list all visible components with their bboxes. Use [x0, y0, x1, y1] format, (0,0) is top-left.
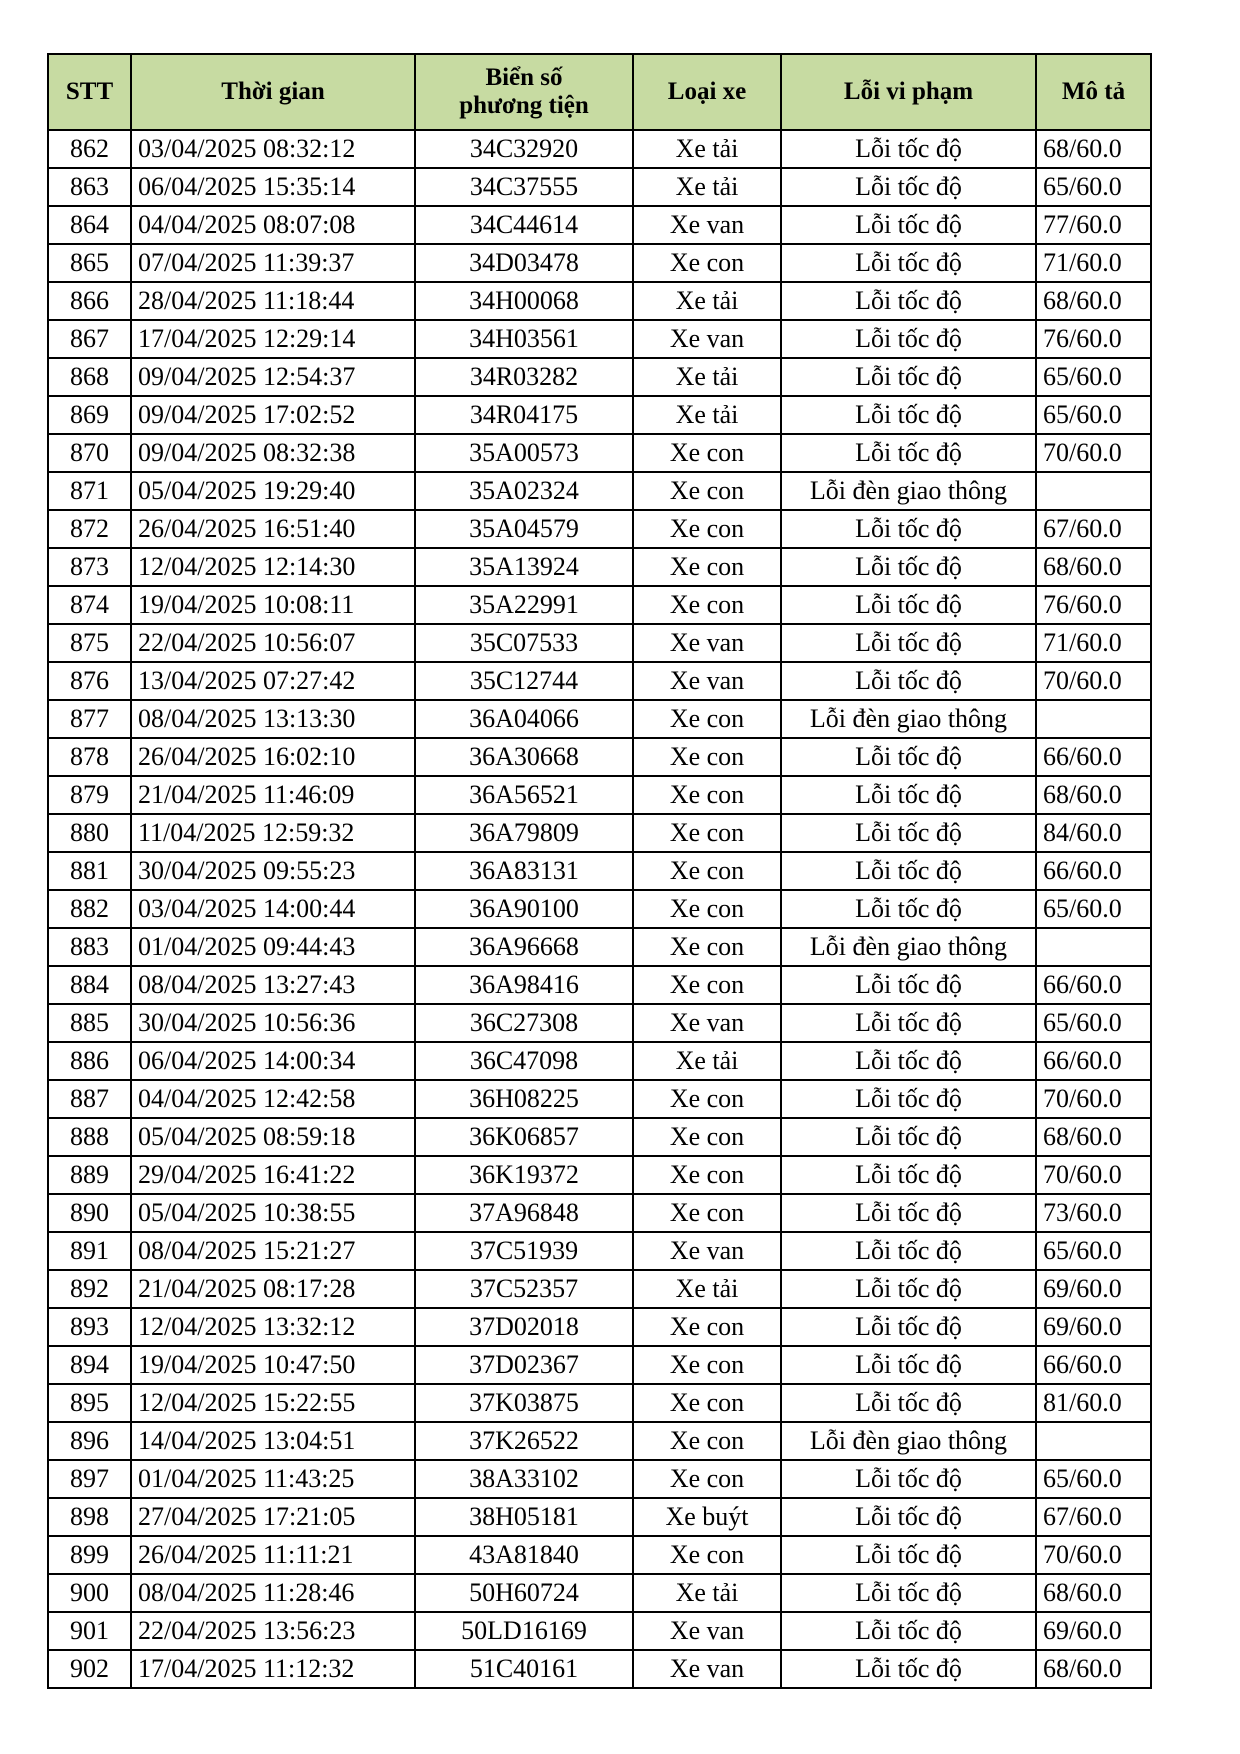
cell-stt: 867: [48, 320, 131, 358]
table-row: [48, 320, 1151, 358]
cell-stt: 874: [48, 586, 131, 624]
cell-violation: Lỗi tốc độ: [781, 1650, 1036, 1688]
table-row: [48, 1422, 1151, 1460]
cell-time: 05/04/2025 08:59:18: [131, 1118, 415, 1156]
cell-vehicle-type: Xe van: [633, 624, 781, 662]
cell-violation: Lỗi tốc độ: [781, 624, 1036, 662]
cell-stt: 870: [48, 434, 131, 472]
cell-plate: 34R04175: [415, 396, 633, 434]
table-body: [48, 130, 1151, 1688]
cell-plate: 50LD16169: [415, 1612, 633, 1650]
cell-violation: Lỗi tốc độ: [781, 320, 1036, 358]
table-row: [48, 206, 1151, 244]
table-row: [48, 130, 1151, 168]
cell-time: 19/04/2025 10:47:50: [131, 1346, 415, 1384]
cell-plate: 35C07533: [415, 624, 633, 662]
cell-plate: 37D02367: [415, 1346, 633, 1384]
cell-plate: 36C27308: [415, 1004, 633, 1042]
table-row: [48, 890, 1151, 928]
cell-stt: 881: [48, 852, 131, 890]
table-row: [48, 1004, 1151, 1042]
table-row: [48, 586, 1151, 624]
table-row: [48, 1536, 1151, 1574]
cell-description: 66/60.0: [1036, 966, 1151, 1004]
cell-description: 69/60.0: [1036, 1270, 1151, 1308]
cell-time: 03/04/2025 14:00:44: [131, 890, 415, 928]
cell-stt: 885: [48, 1004, 131, 1042]
cell-violation: Lỗi tốc độ: [781, 1308, 1036, 1346]
cell-time: 12/04/2025 13:32:12: [131, 1308, 415, 1346]
cell-stt: 882: [48, 890, 131, 928]
cell-time: 05/04/2025 19:29:40: [131, 472, 415, 510]
cell-time: 01/04/2025 11:43:25: [131, 1460, 415, 1498]
table-row: [48, 928, 1151, 966]
cell-violation: Lỗi tốc độ: [781, 510, 1036, 548]
cell-stt: 897: [48, 1460, 131, 1498]
table-row: [48, 1194, 1151, 1232]
cell-vehicle-type: Xe tải: [633, 1270, 781, 1308]
cell-vehicle-type: Xe van: [633, 1612, 781, 1650]
cell-vehicle-type: Xe con: [633, 1460, 781, 1498]
cell-stt: 880: [48, 814, 131, 852]
cell-description: 65/60.0: [1036, 1460, 1151, 1498]
cell-stt: 895: [48, 1384, 131, 1422]
cell-violation: Lỗi tốc độ: [781, 662, 1036, 700]
cell-time: 26/04/2025 16:51:40: [131, 510, 415, 548]
cell-vehicle-type: Xe con: [633, 472, 781, 510]
cell-plate: 34R03282: [415, 358, 633, 396]
cell-plate: 43A81840: [415, 1536, 633, 1574]
cell-stt: 865: [48, 244, 131, 282]
header-description: Mô tả: [1036, 54, 1151, 130]
cell-time: 08/04/2025 11:28:46: [131, 1574, 415, 1612]
cell-time: 13/04/2025 07:27:42: [131, 662, 415, 700]
header-time: Thời gian: [131, 54, 415, 130]
table-row: [48, 1384, 1151, 1422]
cell-vehicle-type: Xe con: [633, 966, 781, 1004]
cell-plate: 35A04579: [415, 510, 633, 548]
cell-plate: 35C12744: [415, 662, 633, 700]
cell-vehicle-type: Xe con: [633, 1422, 781, 1460]
cell-plate: 36K19372: [415, 1156, 633, 1194]
table-row: [48, 1612, 1151, 1650]
table-row: [48, 1270, 1151, 1308]
cell-violation: Lỗi tốc độ: [781, 1612, 1036, 1650]
cell-vehicle-type: Xe con: [633, 1346, 781, 1384]
cell-plate: 34D03478: [415, 244, 633, 282]
cell-time: 27/04/2025 17:21:05: [131, 1498, 415, 1536]
cell-description: 65/60.0: [1036, 890, 1151, 928]
cell-description: 65/60.0: [1036, 1232, 1151, 1270]
cell-time: 21/04/2025 11:46:09: [131, 776, 415, 814]
cell-vehicle-type: Xe tải: [633, 1042, 781, 1080]
cell-description: [1036, 700, 1151, 738]
cell-time: 08/04/2025 13:27:43: [131, 966, 415, 1004]
table-row: [48, 510, 1151, 548]
cell-plate: 34C37555: [415, 168, 633, 206]
table-row: [48, 776, 1151, 814]
table-row: [48, 1080, 1151, 1118]
cell-description: 69/60.0: [1036, 1612, 1151, 1650]
cell-stt: 884: [48, 966, 131, 1004]
cell-description: 77/60.0: [1036, 206, 1151, 244]
cell-plate: 35A02324: [415, 472, 633, 510]
cell-description: 73/60.0: [1036, 1194, 1151, 1232]
cell-time: 14/04/2025 13:04:51: [131, 1422, 415, 1460]
cell-vehicle-type: Xe tải: [633, 130, 781, 168]
cell-vehicle-type: Xe con: [633, 1156, 781, 1194]
cell-description: 67/60.0: [1036, 510, 1151, 548]
header-stt: STT: [48, 54, 131, 130]
cell-time: 17/04/2025 12:29:14: [131, 320, 415, 358]
cell-description: 66/60.0: [1036, 738, 1151, 776]
cell-time: 11/04/2025 12:59:32: [131, 814, 415, 852]
cell-violation: Lỗi tốc độ: [781, 1004, 1036, 1042]
cell-violation: Lỗi đèn giao thông: [781, 1422, 1036, 1460]
cell-vehicle-type: Xe con: [633, 776, 781, 814]
cell-time: 01/04/2025 09:44:43: [131, 928, 415, 966]
cell-description: 70/60.0: [1036, 1080, 1151, 1118]
cell-description: 65/60.0: [1036, 168, 1151, 206]
table-row: [48, 1118, 1151, 1156]
cell-plate: 36A79809: [415, 814, 633, 852]
cell-description: 66/60.0: [1036, 1346, 1151, 1384]
cell-time: 30/04/2025 09:55:23: [131, 852, 415, 890]
cell-violation: Lỗi đèn giao thông: [781, 700, 1036, 738]
cell-vehicle-type: Xe tải: [633, 168, 781, 206]
cell-vehicle-type: Xe con: [633, 738, 781, 776]
cell-stt: 894: [48, 1346, 131, 1384]
cell-violation: Lỗi tốc độ: [781, 1156, 1036, 1194]
cell-vehicle-type: Xe con: [633, 1080, 781, 1118]
cell-time: 22/04/2025 10:56:07: [131, 624, 415, 662]
cell-description: 70/60.0: [1036, 662, 1151, 700]
cell-time: 08/04/2025 13:13:30: [131, 700, 415, 738]
cell-time: 22/04/2025 13:56:23: [131, 1612, 415, 1650]
header-plate: [415, 54, 633, 130]
cell-violation: Lỗi tốc độ: [781, 1118, 1036, 1156]
cell-vehicle-type: Xe con: [633, 852, 781, 890]
cell-time: 26/04/2025 11:11:21: [131, 1536, 415, 1574]
cell-violation: Lỗi tốc độ: [781, 130, 1036, 168]
cell-violation: Lỗi tốc độ: [781, 1384, 1036, 1422]
cell-description: 65/60.0: [1036, 358, 1151, 396]
cell-violation: Lỗi tốc độ: [781, 282, 1036, 320]
cell-violation: Lỗi tốc độ: [781, 1232, 1036, 1270]
header-violation: Lỗi vi phạm: [781, 54, 1036, 130]
cell-vehicle-type: Xe con: [633, 1118, 781, 1156]
cell-violation: Lỗi tốc độ: [781, 1498, 1036, 1536]
table-row: [48, 1574, 1151, 1612]
cell-stt: 888: [48, 1118, 131, 1156]
table-row: [48, 396, 1151, 434]
cell-vehicle-type: Xe van: [633, 1650, 781, 1688]
table-row: [48, 168, 1151, 206]
cell-violation: Lỗi tốc độ: [781, 1080, 1036, 1118]
table-row: [48, 244, 1151, 282]
violations-table: [47, 53, 1152, 1689]
cell-violation: Lỗi tốc độ: [781, 548, 1036, 586]
cell-time: 26/04/2025 16:02:10: [131, 738, 415, 776]
cell-description: [1036, 928, 1151, 966]
cell-description: [1036, 472, 1151, 510]
cell-vehicle-type: Xe van: [633, 662, 781, 700]
cell-description: 70/60.0: [1036, 1156, 1151, 1194]
cell-violation: Lỗi đèn giao thông: [781, 472, 1036, 510]
cell-description: 71/60.0: [1036, 624, 1151, 662]
cell-violation: Lỗi tốc độ: [781, 738, 1036, 776]
table-row: [48, 1232, 1151, 1270]
cell-time: 19/04/2025 10:08:11: [131, 586, 415, 624]
cell-time: 12/04/2025 15:22:55: [131, 1384, 415, 1422]
cell-vehicle-type: Xe con: [633, 1384, 781, 1422]
cell-violation: Lỗi tốc độ: [781, 890, 1036, 928]
cell-stt: 878: [48, 738, 131, 776]
cell-vehicle-type: Xe van: [633, 320, 781, 358]
table-row: [48, 662, 1151, 700]
cell-description: 68/60.0: [1036, 1574, 1151, 1612]
cell-time: 09/04/2025 08:32:38: [131, 434, 415, 472]
cell-violation: Lỗi tốc độ: [781, 168, 1036, 206]
cell-violation: Lỗi tốc độ: [781, 814, 1036, 852]
cell-description: 68/60.0: [1036, 776, 1151, 814]
cell-violation: Lỗi tốc độ: [781, 586, 1036, 624]
cell-stt: 896: [48, 1422, 131, 1460]
cell-plate: 36K06857: [415, 1118, 633, 1156]
cell-description: 84/60.0: [1036, 814, 1151, 852]
table-row: [48, 282, 1151, 320]
cell-description: 70/60.0: [1036, 434, 1151, 472]
cell-violation: Lỗi tốc độ: [781, 1574, 1036, 1612]
cell-plate: 37C52357: [415, 1270, 633, 1308]
cell-plate: 36C47098: [415, 1042, 633, 1080]
cell-time: 06/04/2025 14:00:34: [131, 1042, 415, 1080]
cell-stt: 901: [48, 1612, 131, 1650]
cell-vehicle-type: Xe van: [633, 1004, 781, 1042]
cell-vehicle-type: Xe con: [633, 814, 781, 852]
cell-vehicle-type: Xe con: [633, 700, 781, 738]
cell-time: 28/04/2025 11:18:44: [131, 282, 415, 320]
cell-stt: 883: [48, 928, 131, 966]
cell-plate: 37C51939: [415, 1232, 633, 1270]
cell-time: 05/04/2025 10:38:55: [131, 1194, 415, 1232]
cell-time: 09/04/2025 17:02:52: [131, 396, 415, 434]
cell-description: 68/60.0: [1036, 282, 1151, 320]
table-row: [48, 1460, 1151, 1498]
cell-plate: 51C40161: [415, 1650, 633, 1688]
cell-violation: Lỗi tốc độ: [781, 396, 1036, 434]
cell-time: 29/04/2025 16:41:22: [131, 1156, 415, 1194]
cell-description: 76/60.0: [1036, 586, 1151, 624]
table-header: [48, 54, 1151, 130]
cell-stt: 886: [48, 1042, 131, 1080]
table-row: [48, 700, 1151, 738]
cell-plate: 36A98416: [415, 966, 633, 1004]
cell-violation: Lỗi tốc độ: [781, 244, 1036, 282]
table-row: [48, 1346, 1151, 1384]
cell-stt: 875: [48, 624, 131, 662]
cell-vehicle-type: Xe tải: [633, 358, 781, 396]
cell-description: 69/60.0: [1036, 1308, 1151, 1346]
cell-stt: 862: [48, 130, 131, 168]
cell-time: 17/04/2025 11:12:32: [131, 1650, 415, 1688]
cell-time: 12/04/2025 12:14:30: [131, 548, 415, 586]
cell-plate: 36A96668: [415, 928, 633, 966]
cell-description: 68/60.0: [1036, 130, 1151, 168]
cell-description: 68/60.0: [1036, 1118, 1151, 1156]
cell-plate: 37D02018: [415, 1308, 633, 1346]
cell-plate: 37K03875: [415, 1384, 633, 1422]
cell-plate: 36A56521: [415, 776, 633, 814]
cell-stt: 900: [48, 1574, 131, 1612]
cell-vehicle-type: Xe con: [633, 586, 781, 624]
cell-stt: 902: [48, 1650, 131, 1688]
cell-plate: 34C32920: [415, 130, 633, 168]
table-row: [48, 852, 1151, 890]
cell-plate: 38H05181: [415, 1498, 633, 1536]
cell-time: 03/04/2025 08:32:12: [131, 130, 415, 168]
cell-vehicle-type: Xe con: [633, 510, 781, 548]
cell-violation: Lỗi tốc độ: [781, 1460, 1036, 1498]
table-row: [48, 1042, 1151, 1080]
cell-violation: Lỗi tốc độ: [781, 358, 1036, 396]
cell-vehicle-type: Xe con: [633, 1194, 781, 1232]
cell-plate: 50H60724: [415, 1574, 633, 1612]
table-row: [48, 966, 1151, 1004]
cell-stt: 868: [48, 358, 131, 396]
cell-stt: 891: [48, 1232, 131, 1270]
cell-description: 68/60.0: [1036, 1650, 1151, 1688]
cell-stt: 887: [48, 1080, 131, 1118]
cell-plate: 36H08225: [415, 1080, 633, 1118]
cell-vehicle-type: Xe con: [633, 1536, 781, 1574]
cell-vehicle-type: Xe con: [633, 434, 781, 472]
cell-stt: 864: [48, 206, 131, 244]
cell-violation: Lỗi tốc độ: [781, 1346, 1036, 1384]
cell-plate: 34H03561: [415, 320, 633, 358]
cell-plate: 35A00573: [415, 434, 633, 472]
cell-vehicle-type: Xe tải: [633, 282, 781, 320]
cell-vehicle-type: Xe con: [633, 244, 781, 282]
cell-vehicle-type: Xe buýt: [633, 1498, 781, 1536]
table-row: [48, 814, 1151, 852]
cell-violation: Lỗi tốc độ: [781, 1536, 1036, 1574]
cell-description: 66/60.0: [1036, 852, 1151, 890]
table-row: [48, 624, 1151, 662]
cell-time: 30/04/2025 10:56:36: [131, 1004, 415, 1042]
cell-description: 71/60.0: [1036, 244, 1151, 282]
table-row: [48, 1650, 1151, 1688]
cell-description: 65/60.0: [1036, 1004, 1151, 1042]
table-row: [48, 472, 1151, 510]
cell-plate: 36A30668: [415, 738, 633, 776]
cell-stt: 889: [48, 1156, 131, 1194]
cell-violation: Lỗi tốc độ: [781, 206, 1036, 244]
header-vehicle-type: Loại xe: [633, 54, 781, 130]
cell-vehicle-type: Xe van: [633, 206, 781, 244]
cell-description: 70/60.0: [1036, 1536, 1151, 1574]
header-plate-line1: Biển số: [485, 64, 563, 91]
cell-plate: 36A90100: [415, 890, 633, 928]
cell-time: 08/04/2025 15:21:27: [131, 1232, 415, 1270]
cell-stt: 873: [48, 548, 131, 586]
cell-plate: 35A13924: [415, 548, 633, 586]
cell-violation: Lỗi đèn giao thông: [781, 928, 1036, 966]
cell-stt: 892: [48, 1270, 131, 1308]
cell-plate: 35A22991: [415, 586, 633, 624]
cell-violation: Lỗi tốc độ: [781, 434, 1036, 472]
cell-violation: Lỗi tốc độ: [781, 776, 1036, 814]
table-row: [48, 548, 1151, 586]
table-row: [48, 1498, 1151, 1536]
cell-stt: 879: [48, 776, 131, 814]
cell-plate: 36A04066: [415, 700, 633, 738]
cell-violation: Lỗi tốc độ: [781, 966, 1036, 1004]
cell-plate: 37A96848: [415, 1194, 633, 1232]
table-row: [48, 1156, 1151, 1194]
cell-description: 67/60.0: [1036, 1498, 1151, 1536]
table-row: [48, 434, 1151, 472]
cell-violation: Lỗi tốc độ: [781, 852, 1036, 890]
cell-vehicle-type: Xe van: [633, 1232, 781, 1270]
cell-vehicle-type: Xe con: [633, 890, 781, 928]
cell-stt: 872: [48, 510, 131, 548]
cell-violation: Lỗi tốc độ: [781, 1270, 1036, 1308]
cell-vehicle-type: Xe con: [633, 1308, 781, 1346]
table-row: [48, 358, 1151, 396]
cell-violation: Lỗi tốc độ: [781, 1194, 1036, 1232]
cell-description: 76/60.0: [1036, 320, 1151, 358]
cell-stt: 877: [48, 700, 131, 738]
cell-plate: 37K26522: [415, 1422, 633, 1460]
cell-stt: 899: [48, 1536, 131, 1574]
cell-vehicle-type: Xe tải: [633, 1574, 781, 1612]
cell-time: 09/04/2025 12:54:37: [131, 358, 415, 396]
cell-stt: 869: [48, 396, 131, 434]
cell-time: 07/04/2025 11:39:37: [131, 244, 415, 282]
header-plate-line2: phương tiện: [459, 92, 589, 119]
cell-vehicle-type: Xe con: [633, 548, 781, 586]
cell-stt: 876: [48, 662, 131, 700]
table-row: [48, 738, 1151, 776]
cell-violation: Lỗi tốc độ: [781, 1042, 1036, 1080]
cell-plate: 36A83131: [415, 852, 633, 890]
cell-description: 66/60.0: [1036, 1042, 1151, 1080]
cell-stt: 898: [48, 1498, 131, 1536]
cell-vehicle-type: Xe tải: [633, 396, 781, 434]
cell-stt: 871: [48, 472, 131, 510]
cell-stt: 890: [48, 1194, 131, 1232]
cell-description: 68/60.0: [1036, 548, 1151, 586]
cell-stt: 893: [48, 1308, 131, 1346]
cell-description: [1036, 1422, 1151, 1460]
cell-time: 04/04/2025 08:07:08: [131, 206, 415, 244]
table-row: [48, 1308, 1151, 1346]
cell-plate: 34C44614: [415, 206, 633, 244]
cell-time: 21/04/2025 08:17:28: [131, 1270, 415, 1308]
cell-time: 06/04/2025 15:35:14: [131, 168, 415, 206]
cell-stt: 866: [48, 282, 131, 320]
cell-plate: 34H00068: [415, 282, 633, 320]
cell-description: 81/60.0: [1036, 1384, 1151, 1422]
cell-time: 04/04/2025 12:42:58: [131, 1080, 415, 1118]
cell-stt: 863: [48, 168, 131, 206]
cell-description: 65/60.0: [1036, 396, 1151, 434]
cell-plate: 38A33102: [415, 1460, 633, 1498]
cell-vehicle-type: Xe con: [633, 928, 781, 966]
